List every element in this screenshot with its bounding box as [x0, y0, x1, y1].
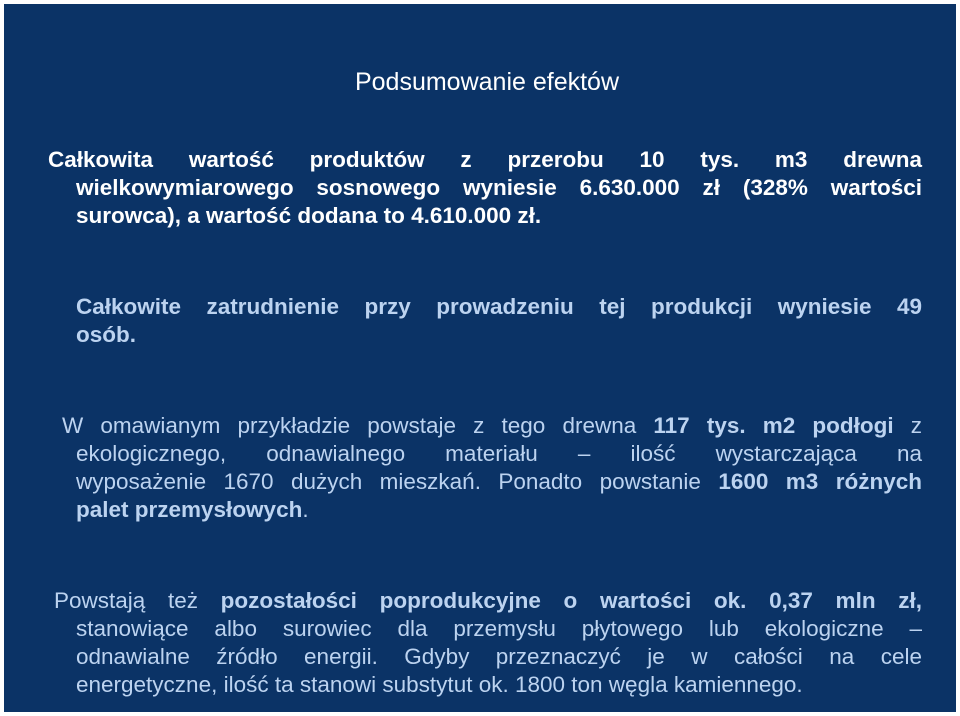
highlight-text: 1600 m3 różnych	[718, 469, 922, 494]
paragraph-line: ekologicznego, odnawialnego materiału – ilość wystarczająca na	[76, 441, 922, 466]
slide-title: Podsumowanie efektów	[354, 68, 620, 96]
paragraph-line: stanowiące albo surowiec dla przemysłu płytowego lub ekologiczne –	[76, 616, 922, 641]
paragraph-line: wielkowymiarowego sosnowego wyniesie 6.630.000 zł (328% wartości	[76, 175, 922, 200]
paragraph-line: energetyczne, ilość ta stanowi substytut ok. 1800 ton węgla kamiennego.	[76, 672, 803, 697]
paragraph-line	[62, 496, 922, 524]
text-span: Powstają też	[54, 588, 221, 613]
paragraph-line: Całkowita wartość produktów z przerobu 10 tys. m3 drewna	[48, 147, 922, 172]
paragraph-floor-production	[62, 412, 922, 524]
paragraph-line	[62, 468, 922, 496]
paragraph-line: odnawialne źródło energii. Gdyby przeznaczyć je w całości na cele	[76, 644, 922, 669]
highlight-text: pozostałości poprodukcyjne o wartości ok. 0,37 mln zł,	[220, 588, 922, 613]
text-span: W omawianym przykładzie powstaje z tego drewna	[62, 413, 654, 438]
slide	[4, 4, 956, 712]
paragraph-residues	[54, 587, 922, 699]
paragraph-line	[54, 587, 922, 615]
text-span: z	[893, 413, 922, 438]
paragraph-line: Całkowite zatrudnienie przy prowadzeniu tej produkcji wyniesie 49	[76, 294, 922, 319]
highlight-text: palet przemysłowych	[76, 497, 303, 522]
paragraph-product-value	[48, 146, 922, 230]
paragraph-employment	[76, 293, 922, 349]
text-span: wyposażenie 1670 dużych mieszkań. Ponadto powstanie	[76, 469, 719, 494]
paragraph-line: surowca), a wartość dodana to 4.610.000 zł.	[76, 203, 542, 228]
paragraph-line: osób.	[76, 322, 136, 347]
text-span: .	[302, 497, 309, 522]
paragraph-line	[62, 412, 922, 440]
highlight-text: 117 tys. m2 podłogi	[653, 413, 894, 438]
